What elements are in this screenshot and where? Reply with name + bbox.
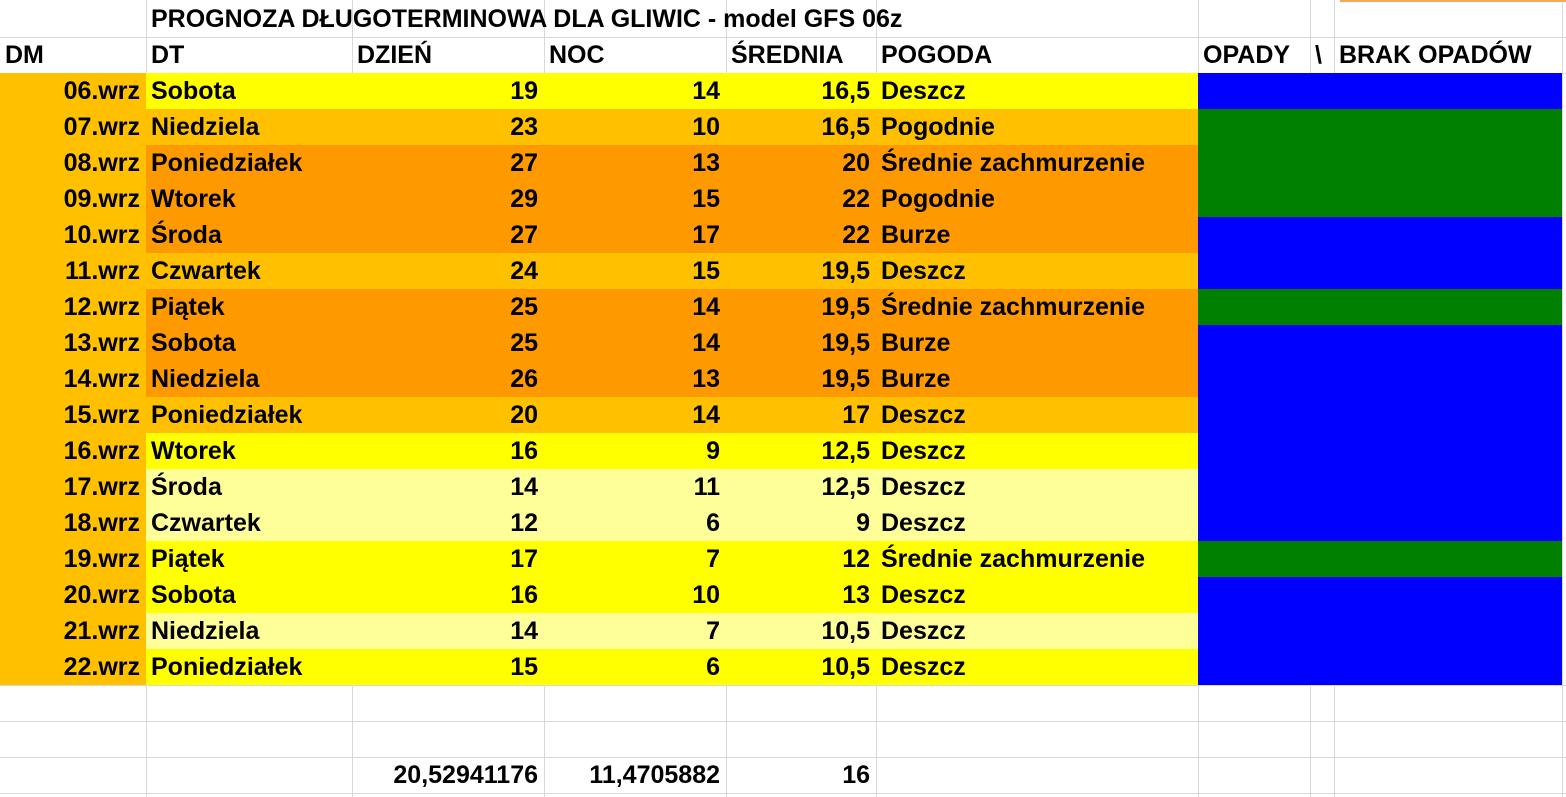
header-night[interactable]: NOC [549,41,605,69]
cell-dm[interactable]: 13.wrz [63,329,140,357]
cell-day[interactable]: 19 [510,77,538,105]
cell-avg[interactable]: 9 [856,509,870,537]
cell-dt[interactable]: Piątek [151,293,225,321]
cell-night[interactable]: 14 [692,401,720,429]
precip-indicator [1198,73,1562,109]
cell-night[interactable]: 6 [706,653,720,681]
precip-indicator [1198,397,1562,433]
cell-dm[interactable]: 22.wrz [63,653,140,681]
cell-day[interactable]: 16 [510,581,538,609]
precip-indicator [1198,433,1562,469]
cell-weather[interactable]: Burze [881,221,951,249]
cell-night[interactable]: 9 [706,437,720,465]
header-day[interactable]: DZIEŃ [357,41,432,69]
cell-night[interactable]: 15 [692,185,720,213]
cell-avg[interactable]: 22 [842,185,870,213]
cell-dm[interactable]: 18.wrz [63,509,140,537]
cell-night[interactable]: 13 [692,365,720,393]
cell-avg[interactable]: 22 [842,221,870,249]
precip-indicator [1198,469,1562,505]
cell-dm[interactable]: 20.wrz [63,581,140,609]
cell-day[interactable]: 14 [510,473,538,501]
cell-day[interactable]: 25 [510,329,538,357]
cell-weather[interactable]: Deszcz [881,437,966,465]
cell-avg[interactable]: 10,5 [821,653,870,681]
cell-night[interactable]: 13 [692,149,720,177]
header-avg[interactable]: ŚREDNIA [731,41,844,69]
cell-night[interactable]: 14 [692,293,720,321]
cell-dt[interactable]: Sobota [151,581,236,609]
selection-edge [1340,0,1566,2]
cell-day[interactable]: 27 [510,149,538,177]
cell-avg[interactable]: 19,5 [821,257,870,285]
cell-night[interactable]: 7 [706,617,720,645]
cell-dm[interactable]: 16.wrz [63,437,140,465]
cell-day[interactable]: 24 [510,257,538,285]
cell-dt[interactable]: Poniedziałek [151,401,303,429]
cell-day[interactable]: 17 [510,545,538,573]
cell-weather[interactable]: Pogodnie [881,113,995,141]
cell-avg[interactable]: 12,5 [821,437,870,465]
sheet-title[interactable]: PROGNOZA DŁUGOTERMINOWA DLA GLIWIC - model GFS 06z [151,5,903,33]
cell-night[interactable]: 15 [692,257,720,285]
cell-dm[interactable]: 06.wrz [63,77,140,105]
cell-weather[interactable]: Burze [881,329,951,357]
cell-dt[interactable]: Wtorek [151,185,236,213]
grid-row-line [0,793,1566,794]
cell-day[interactable]: 29 [510,185,538,213]
header-dm[interactable]: DM [5,41,44,69]
cell-dm[interactable]: 17.wrz [63,473,140,501]
total-night[interactable]: 11,4705882 [589,761,720,789]
header-weather[interactable]: POGODA [881,41,993,69]
precip-indicator [1198,577,1562,613]
cell-dm[interactable]: 11.wrz [64,257,140,285]
cell-avg[interactable]: 10,5 [821,617,870,645]
header-dt[interactable]: DT [151,41,185,69]
cell-weather[interactable]: Deszcz [881,401,966,429]
precip-indicator [1198,613,1562,649]
cell-day[interactable]: 16 [510,437,538,465]
cell-day[interactable]: 23 [510,113,538,141]
cell-weather[interactable]: Deszcz [881,581,966,609]
cell-avg[interactable]: 20 [842,149,870,177]
cell-weather[interactable]: Deszcz [881,653,966,681]
cell-dt[interactable]: Niedziela [151,617,260,645]
cell-dm[interactable]: 14.wrz [63,365,140,393]
cell-dt[interactable]: Niedziela [151,113,260,141]
cell-dt[interactable]: Czwartek [151,257,261,285]
header-separator[interactable]: \ [1315,41,1322,69]
cell-weather[interactable]: Średnie zachmurzenie [881,545,1145,573]
cell-avg[interactable]: 17 [842,401,870,429]
cell-dm[interactable]: 10.wrz [63,221,140,249]
cell-night[interactable]: 11 [693,473,720,501]
cell-dt[interactable]: Sobota [151,77,236,105]
precip-indicator [1198,217,1562,253]
cell-dt[interactable]: Niedziela [151,365,260,393]
cell-weather[interactable]: Średnie zachmurzenie [881,149,1145,177]
precip-indicator [1198,361,1562,397]
cell-dt[interactable]: Sobota [151,329,236,357]
cell-weather[interactable]: Deszcz [881,617,966,645]
cell-weather[interactable]: Deszcz [881,509,966,537]
total-avg[interactable]: 16 [842,761,870,789]
header-noprecip[interactable]: BRAK OPADÓW [1339,41,1532,69]
cell-day[interactable]: 14 [510,617,538,645]
precip-indicator [1198,253,1562,289]
cell-night[interactable]: 7 [706,545,720,573]
cell-dt[interactable]: Środa [151,221,222,249]
cell-dm[interactable]: 19.wrz [63,545,140,573]
precip-indicator [1198,145,1562,181]
cell-day[interactable]: 25 [510,293,538,321]
cell-night[interactable]: 10 [692,581,720,609]
cell-night[interactable]: 10 [692,113,720,141]
cell-dt[interactable]: Poniedziałek [151,149,303,177]
precip-indicator [1198,109,1562,145]
cell-night[interactable]: 6 [706,509,720,537]
grid-row-line [0,721,1566,722]
cell-weather[interactable]: Pogodnie [881,185,995,213]
precip-indicator [1198,649,1562,685]
precip-indicator [1198,181,1562,217]
cell-night[interactable]: 14 [692,329,720,357]
cell-weather[interactable]: Średnie zachmurzenie [881,293,1145,321]
header-precip[interactable]: OPADY [1203,41,1291,69]
cell-avg[interactable]: 19,5 [821,329,870,357]
cell-avg[interactable]: 12 [842,545,870,573]
cell-weather[interactable]: Deszcz [881,257,966,285]
cell-dt[interactable]: Poniedziałek [151,653,303,681]
cell-dt[interactable]: Czwartek [151,509,261,537]
cell-night[interactable]: 14 [692,77,720,105]
cell-day[interactable]: 27 [510,221,538,249]
cell-avg[interactable]: 19,5 [821,365,870,393]
cell-dt[interactable]: Środa [151,473,222,501]
cell-weather[interactable]: Deszcz [881,473,966,501]
total-day[interactable]: 20,52941176 [393,761,538,789]
grid-col-line [1562,0,1563,797]
cell-avg[interactable]: 13 [842,581,870,609]
grid-row-line [0,685,1566,686]
precip-indicator [1198,289,1562,325]
cell-weather[interactable]: Deszcz [881,77,966,105]
cell-dm[interactable]: 09.wrz [63,185,140,213]
cell-dm[interactable]: 15.wrz [63,401,140,429]
precip-indicator [1198,325,1562,361]
cell-dt[interactable]: Piątek [151,545,225,573]
cell-dm[interactable]: 08.wrz [63,149,140,177]
cell-dm[interactable]: 12.wrz [63,293,140,321]
cell-avg[interactable]: 19,5 [821,293,870,321]
cell-day[interactable]: 12 [510,509,538,537]
cell-avg[interactable]: 12,5 [821,473,870,501]
cell-day[interactable]: 15 [510,653,538,681]
cell-day[interactable]: 26 [510,365,538,393]
cell-dm[interactable]: 07.wrz [63,113,140,141]
precip-indicator [1198,505,1562,541]
cell-day[interactable]: 20 [510,401,538,429]
cell-weather[interactable]: Burze [881,365,951,393]
cell-avg[interactable]: 16,5 [821,113,870,141]
cell-dm[interactable]: 21.wrz [63,617,140,645]
cell-night[interactable]: 17 [692,221,720,249]
precip-indicator [1198,541,1562,577]
cell-avg[interactable]: 16,5 [821,77,870,105]
cell-dt[interactable]: Wtorek [151,437,236,465]
